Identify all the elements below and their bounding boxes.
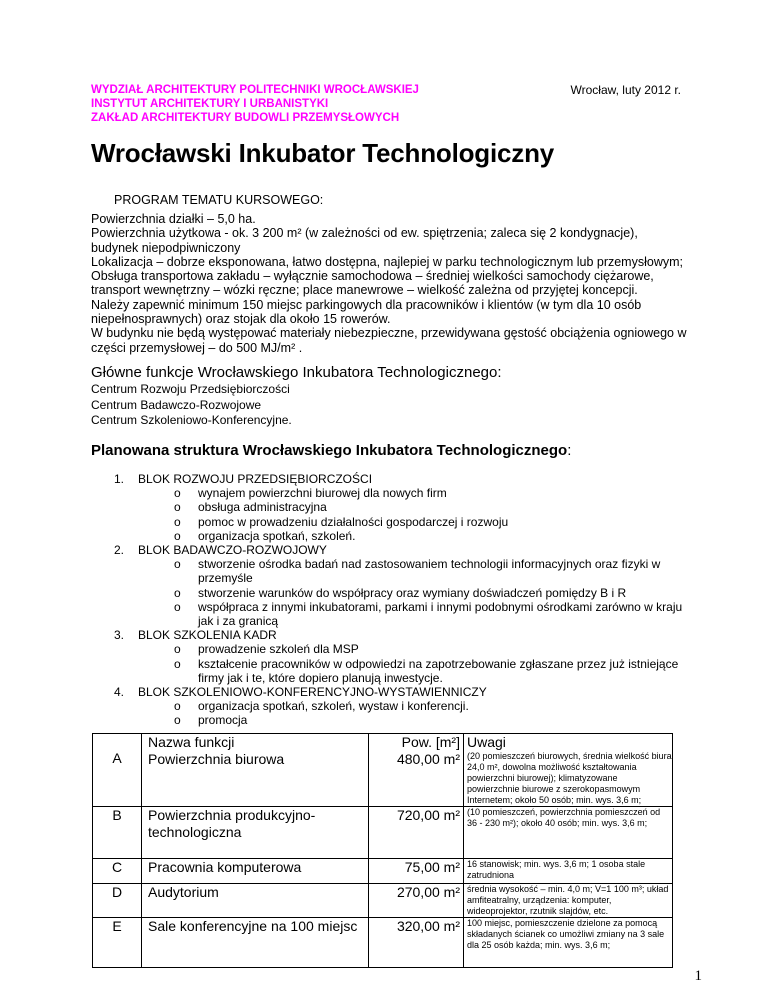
function-notes: 100 miejsc, pomieszczenie dzielone za pomocą składanych ścianek co umożliwi zmiany na 3 sale dla 25 osób każda; min. wys. 3,6 m; (467, 918, 665, 950)
bullet-icon: o (174, 585, 181, 600)
function-table (92, 733, 673, 968)
structure-heading (91, 442, 571, 459)
list-item: współpraca z innymi inkubatorami, parkami i innymi podobnymi ośrodkami zarówno w kraju (198, 599, 683, 614)
bullet-icon: o (174, 557, 181, 572)
bullet-icon: o (174, 486, 181, 501)
function-name: Audytorium (148, 884, 219, 900)
list-item: organizacja spotkań, szkoleń, wystaw i konferencji. (198, 699, 469, 714)
paragraph-line: Powierzchnia działki – 5,0 ha. (91, 212, 256, 226)
row-letter: A (112, 750, 122, 766)
block-title: BLOK SZKOLENIOWO-KONFERENCYJNO-WYSTAWIENNICZY (138, 685, 487, 699)
function-area: 270,00 m² (396, 884, 460, 900)
function-name: Sale konferencyjne na 100 miejsc (148, 918, 358, 934)
list-item: stworzenie warunków do współpracy oraz wymiany doświadczeń pomiędzy B i R (198, 585, 627, 600)
paragraph-line: W budynku nie będą występować materiały niebezpieczne, przewidywana gęstość obciążenia ogniowego w (91, 326, 687, 341)
block-number: 2. (114, 543, 125, 557)
institution-header (91, 83, 419, 125)
paragraph-line: niepełnosprawnych) oraz stojak dla około 15 rowerów. (91, 312, 391, 327)
function-item: Centrum Rozwoju Przedsiębiorczości (91, 382, 290, 396)
table-row (93, 884, 673, 918)
function-notes: średnia wysokość – min. 4,0 m; V=1 100 m³; układ amfiteatralny, urządzenia: komputer, wideoprojektor, rzutnik slajdów, etc. (467, 884, 669, 916)
document-date: Wrocław, luty 2012 r. (570, 83, 681, 97)
function-notes: (10 pomieszczeń, powierzchnia pomieszczeń od 36 - 230 m²); około 40 osób; min. wys. 3,6 m; (467, 807, 661, 828)
block-number: 4. (114, 685, 125, 699)
table-row (93, 807, 673, 859)
paragraph-line: Należy zapewnić minimum 150 miejsc parkingowych dla pracowników i klientów (w tym dla 10 osób (91, 297, 642, 312)
functions-list (91, 382, 292, 429)
list-item: organizacja spotkań, szkoleń. (198, 528, 356, 543)
paragraph-line: transport wewnętrzny – wózki ręczne; place manewrowe – wielkość zależna od przyjętej koncepcji. (91, 283, 638, 298)
function-item: Centrum Badawczo-Rozwojowe (91, 397, 262, 412)
function-name: Powierzchnia biurowa (148, 751, 285, 767)
page-number: 1 (694, 968, 702, 984)
structure-heading-text: Planowana struktura Wrocławskiego Inkubatora Technologicznego (91, 442, 568, 459)
function-name: Pracownia komputerowa (148, 859, 302, 875)
function-notes: (20 pomieszczeń biurowych, średnia wielkość biura 24,0 m², dowolna możliwość kształtowania powierzchni biurowej); klimatyzowane powierzchnie biurowe z szerokopasmowym Internetem; około 50 osób; min. wys. 3,6 m; (467, 751, 672, 805)
institution-line: ZAKŁAD ARCHITEKTURY BUDOWLI PRZEMYSŁOWYCH (91, 112, 400, 124)
header-function-notes: Uwagi (467, 734, 506, 750)
function-area: 720,00 m² (396, 807, 460, 823)
function-area: 75,00 m² (404, 859, 460, 875)
table-row (93, 734, 673, 807)
row-letter: E (112, 918, 122, 934)
paragraph-line: Lokalizacja – dobrze eksponowana, łatwo dostępna, najlepiej w parku technologicznym lub przemysłowym; (91, 254, 683, 269)
list-item: promocja (198, 713, 248, 728)
block-number: 1. (114, 472, 125, 486)
bullet-icon: o (174, 713, 181, 728)
program-heading: PROGRAM TEMATU KURSOWEGO: (114, 193, 324, 207)
function-item: Centrum Szkoleniowo-Konferencyjne. (91, 413, 292, 427)
table-row (93, 859, 673, 884)
bullet-icon: o (174, 514, 181, 529)
list-item-continuation: przemyśle (198, 571, 253, 586)
structure-heading-colon: : (567, 442, 572, 459)
block-title: BLOK SZKOLENIA KADR (138, 628, 277, 643)
paragraph-line: Obsługa transportowa zakładu – wyłącznie samochodowa – średniej wielkości samochody ciężarowe, (91, 269, 654, 284)
function-name: Powierzchnia produkcyjno-technologiczna (148, 807, 316, 840)
document-title: Wrocławski Inkubator Technologiczny (91, 138, 555, 168)
list-item: obsługa administracyjna (198, 500, 327, 515)
bullet-icon: o (174, 528, 181, 543)
list-item: pomoc w prowadzeniu działalności gospodarczej i rozwoju (198, 514, 509, 529)
function-area: 480,00 m² (396, 751, 460, 767)
list-item-continuation: jak i za granicą (198, 614, 279, 628)
institution-line: WYDZIAŁ ARCHITEKTURY POLITECHNIKI WROCŁAWSKIEJ (91, 84, 419, 96)
paragraph-line: Powierzchnia użytkowa - ok. 3 200 m² (w zależności od ew. spiętrzenia; zaleca się 2 kondygnacje), (91, 226, 638, 241)
list-item: prowadzenie szkoleń dla MSP (198, 642, 359, 657)
function-area: 320,00 m² (396, 918, 460, 934)
institution-line: INSTYTUT ARCHITEKTURY I URBANISTYKI (91, 98, 329, 110)
row-letter: C (111, 859, 123, 875)
paragraph-line: części przemysłowej – do 500 MJ/m² . (91, 340, 303, 355)
program-paragraph (91, 212, 691, 355)
bullet-icon: o (174, 656, 181, 671)
bullet-icon: o (174, 699, 181, 714)
bullet-icon: o (174, 599, 181, 614)
list-item: wynajem powierzchni biurowej dla nowych firm (198, 486, 447, 501)
bullet-icon: o (174, 500, 181, 515)
block-number: 3. (114, 628, 125, 643)
list-item-continuation: firmy jak i te, które dopiero planują inwestycje. (198, 670, 443, 685)
row-letter: B (112, 807, 122, 823)
header-function-name: Nazwa funkcji (148, 734, 235, 750)
row-letter: D (111, 884, 123, 900)
block-title: BLOK ROZWOJU PRZEDSIĘBIORCZOŚCI (138, 472, 373, 486)
list-item: kształcenie pracowników w odpowiedzi na zapotrzebowanie zgłaszane przez już istniejące (198, 656, 679, 671)
functions-heading: Główne funkcje Wrocławskiego Inkubatora Technologicznego: (91, 364, 502, 381)
paragraph-line: budynek niepodpiwniczony (91, 240, 241, 255)
block-title: BLOK BADAWCZO-ROZWOJOWY (138, 543, 327, 557)
header-function-area: Pow. [m²] (401, 734, 460, 750)
list-item: stworzenie ośrodka badań nad zastosowaniem technologii informacyjnych oraz fizyki w (198, 557, 661, 572)
table-row (93, 918, 673, 968)
bullet-icon: o (174, 642, 181, 657)
function-notes: 16 stanowisk; min. wys. 3,6 m; 1 osoba stale zatrudniona (467, 859, 646, 880)
